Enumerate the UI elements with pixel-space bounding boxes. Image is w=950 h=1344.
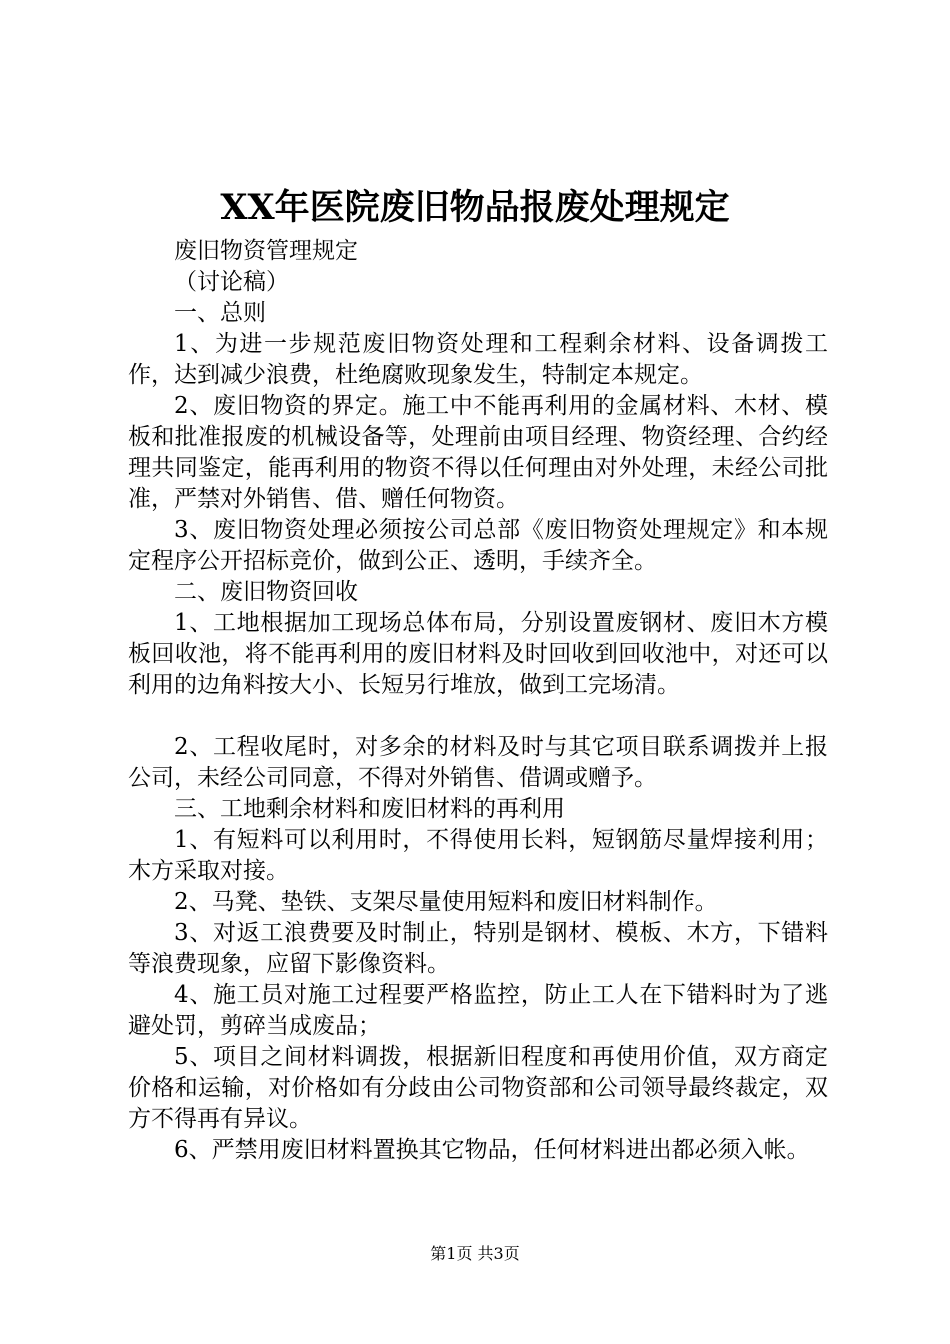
section-heading-general: 一、总则 <box>174 300 266 326</box>
section-heading-recycling: 二、废旧物资回收 <box>174 579 358 605</box>
body-paragraph: 1、为进一步规范废旧物资处理和工程剩余材料、设备调拨工作，达到减少浪费，杜绝腐败现象发生，特制定本规定。 <box>128 331 828 388</box>
body-paragraph: 2、废旧物资的界定。施工中不能再利用的金属材料、木材、模板和批准报废的机械设备等，处理前由项目经理、物资经理、合约经理共同鉴定，能再利用的物资不得以任何理由对外处理，未经公司批准，严禁对外销售、借、赠任何物资。 <box>128 393 828 512</box>
draft-note-paragraph: （讨论稿） <box>174 269 289 295</box>
body-paragraph: 1、有短料可以利用时，不得使用长料，短钢筋尽量焊接利用；木方采取对接。 <box>128 827 828 884</box>
body-paragraph: 2、工程收尾时，对多余的材料及时与其它项目联系调拨并上报公司，未经公司同意，不得对外销售、借调或赠予。 <box>128 734 828 791</box>
document-title: XX年医院废旧物品报废处理规定 <box>220 187 730 228</box>
document-body <box>128 236 828 1166</box>
blank-line <box>128 701 828 732</box>
body-paragraph: 4、施工员对施工过程要严格监控，防止工人在下错料时为了逃避处罚，剪碎当成废品； <box>128 982 828 1039</box>
page-number-footer: 第1页 共3页 <box>430 1244 520 1263</box>
body-paragraph: 3、对返工浪费要及时制止，特别是钢材、模板、木方，下错料等浪费现象，应留下影像资料。 <box>128 920 828 977</box>
body-paragraph: 1、工地根据加工现场总体布局，分别设置废钢材、废旧木方模板回收池，将不能再利用的废旧材料及时回收到回收池中，对还可以利用的边角料按大小、长短另行堆放，做到工完场清。 <box>128 610 828 698</box>
subtitle-paragraph: 废旧物资管理规定 <box>174 238 358 264</box>
section-heading-reuse: 三、工地剩余材料和废旧材料的再利用 <box>174 796 565 822</box>
body-paragraph: 5、项目之间材料调拨，根据新旧程度和再使用价值，双方商定价格和运输，对价格如有分歧由公司物资部和公司领导最终裁定，双方不得再有异议。 <box>128 1044 828 1132</box>
body-paragraph: 3、废旧物资处理必须按公司总部《废旧物资处理规定》和本规定程序公开招标竞价，做到公正、透明，手续齐全。 <box>128 517 828 574</box>
body-paragraph: 6、严禁用废旧材料置换其它物品，任何材料进出都必须入帐。 <box>174 1137 810 1163</box>
body-paragraph: 2、马凳、垫铁、支架尽量使用短料和废旧材料制作。 <box>174 889 718 915</box>
